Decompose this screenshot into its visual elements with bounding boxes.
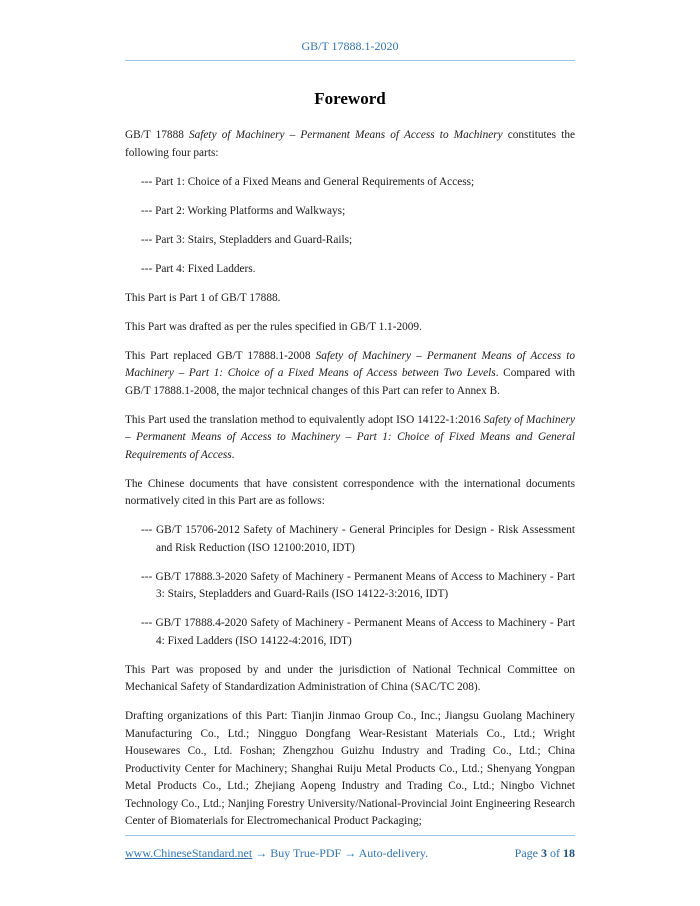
chinese-docs-paragraph: The Chinese documents that have consistent correspondence with the international documents normatively cited in this Part are as follows: <box>125 477 575 507</box>
adopt-paragraph <box>125 412 575 465</box>
part-list-item: --- Part 4: Fixed Ladders. <box>141 262 256 275</box>
intro-text-start: GB/T 17888 <box>125 129 189 141</box>
intro-text-end: constitutes the following four parts: <box>125 129 575 159</box>
chinese-standard-link[interactable]: www.ChineseStandard.net <box>125 846 253 860</box>
replaced-title-italic: Safety of Machinery – Permanent Means of Access to Machinery – Part 1: Choice of a Fixed Means of Access between Two Levels <box>125 349 575 379</box>
adopt-title-italic: Safety of Machinery – Permanent Means of Access to Machinery – Part 1: Choice of Fixed Means and General Requirements of Access <box>125 413 575 461</box>
reference-list-item: --- GB/T 15706-2012 Safety of Machinery - General Principles for Design - Risk Assessment and Risk Reduction (ISO 12100:2010, IDT) <box>141 524 575 554</box>
header-standard-code: GB/T 17888.1-2020 <box>301 39 399 53</box>
reference-list-item: --- GB/T 17888.4-2020 Safety of Machinery - Permanent Means of Access to Machinery - Part 4: Fixed Ladders (ISO 14122-4:2016, IDT) <box>141 617 575 647</box>
page-number: 3 <box>541 846 547 860</box>
drafted-rules-paragraph: This Part was drafted as per the rules specified in GB/T 1.1-2009. <box>125 320 422 333</box>
reference-list-item: --- GB/T 17888.3-2020 Safety of Machinery - Permanent Means of Access to Machinery - Part 3: Stairs, Stepladders and Guard-Rails (ISO 14122-3:2016, IDT) <box>141 570 575 600</box>
adopt-text-start: This Part used the translation method to equivalently adopt ISO 14122-1:2016 <box>125 413 484 426</box>
part-list-item: --- Part 3: Stairs, Stepladders and Guard-Rails; <box>141 233 353 246</box>
document-body <box>125 127 575 842</box>
drafting-orgs-paragraph: Drafting organizations of this Part: Tianjin Jinmao Group Co., Inc.; Jiangsu Guolang Machinery Manufacturing Co., Ltd.; Ningguo Dongfang Wear-Resistant Materials Co., Ltd.; Wright Housewares Co., Ltd. Foshan; Zhengzhou Guizhu Industry and Trading Co., Ltd.; China Productivity Center for Machinery; Shanghai Ruiju Metal Products Co., Ltd.; Shenyang Yongpan Metal Products Co., Ltd.; Zhejiang Aopeng Industry and Trading Co., Ltd.; Ningbo Vichnet Technology Co., Ltd.; Nanjing Forestry University/National-Provincial Joint Engineering Research Center of Biomaterials for Electromechanical Product Packaging; <box>125 710 575 827</box>
auto-delivery-text: Auto-delivery. <box>358 846 429 860</box>
page-title: Foreword <box>314 89 386 108</box>
replaced-paragraph <box>125 348 575 401</box>
buy-pdf-text: Buy True-PDF <box>270 846 342 860</box>
arrow-icon: → <box>252 846 271 860</box>
intro-title-italic: Safety of Machinery – Permanent Means of Access to Machinery <box>188 129 503 141</box>
footer-divider <box>125 835 575 836</box>
part-list-item: --- Part 2: Working Platforms and Walkways; <box>141 204 346 217</box>
arrow-icon: → <box>341 846 359 860</box>
footer-promo <box>125 846 428 861</box>
part-list-item: --- Part 1: Choice of a Fixed Means and General Requirements of Access; <box>141 175 475 188</box>
replaced-text-end: . Compared with GB/T 17888.1-2008, the major technical changes of this Part can refer to Annex B. <box>125 367 575 397</box>
total-pages: 18 <box>563 846 575 860</box>
page-label: Page <box>514 846 538 860</box>
of-label: of <box>550 846 560 860</box>
header-divider <box>125 60 575 61</box>
replaced-text-start: This Part replaced GB/T 17888.1-2008 <box>125 349 316 362</box>
intro-paragraph <box>125 127 575 162</box>
page-indicator <box>515 846 575 861</box>
proposed-paragraph: This Part was proposed by and under the jurisdiction of National Technical Committee on Mechanical Safety of Standardization Administration of China (SAC/TC 208). <box>125 663 575 693</box>
adopt-text-end: . <box>231 448 235 461</box>
part-one-paragraph: This Part is Part 1 of GB/T 17888. <box>125 291 281 304</box>
